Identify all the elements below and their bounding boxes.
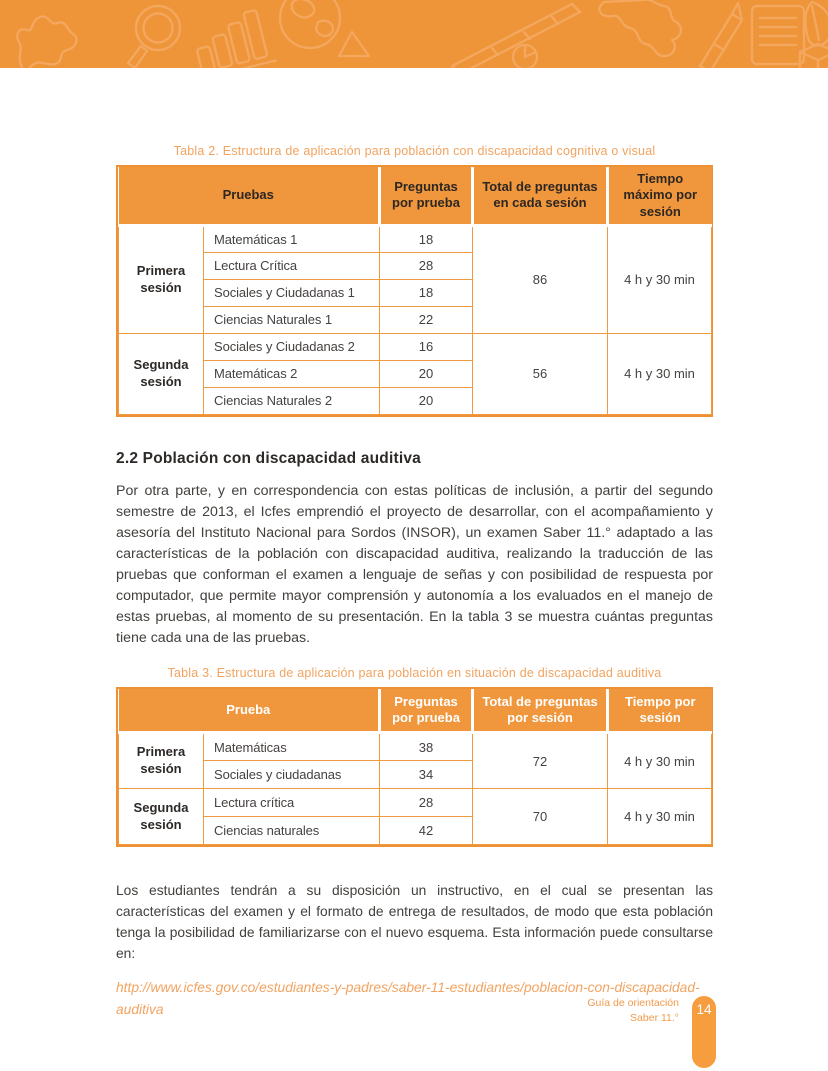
footer-line-2: Saber 11.°: [630, 1011, 679, 1024]
session-time: 4 h y 30 min: [608, 225, 712, 333]
table2-header-tiempo: Tiempo máximo por sesión: [608, 167, 712, 225]
session-label: Primera sesión: [119, 733, 204, 789]
prueba-name: Ciencias Naturales 2: [204, 387, 380, 414]
prueba-name: Lectura crítica: [204, 789, 380, 817]
bar-chart-icon: [185, 8, 276, 68]
table2: [116, 165, 713, 417]
ruler-icon: [452, 4, 580, 68]
prueba-questions: 18: [380, 279, 473, 306]
table-row: [119, 333, 712, 360]
external-link[interactable]: http://www.icfes.gov.co/estudiantes-y-padres/saber-11-estudiantes/poblacion-con-discapacidad-auditiva: [116, 980, 700, 1018]
prueba-name: Ciencias naturales: [204, 817, 380, 845]
table2-header-row: [119, 167, 712, 225]
table2-caption: Tabla 2. Estructura de aplicación para población con discapacidad cognitiva o visual: [173, 144, 656, 158]
prueba-name: Sociales y Ciudadanas 1: [204, 279, 380, 306]
prueba-questions: 38: [380, 733, 473, 761]
footer-label: [587, 996, 679, 1025]
triangle-icon: [339, 32, 369, 56]
globe-icon: [280, 0, 340, 48]
prueba-name: Matemáticas 2: [204, 360, 380, 387]
session-label: Segunda sesión: [119, 333, 204, 414]
table3-header-tiempo: Tiempo por sesión: [608, 689, 712, 733]
table-row: [119, 225, 712, 252]
map-icon: [17, 17, 76, 67]
document-icon: [752, 6, 804, 64]
header-band: [0, 0, 828, 68]
prueba-name: Ciencias Naturales 1: [204, 306, 380, 333]
table3: [116, 687, 713, 848]
prueba-questions: 22: [380, 306, 473, 333]
session-total: 72: [473, 733, 608, 789]
session-total: 86: [473, 225, 608, 333]
prueba-name: Sociales y Ciudadanas 2: [204, 333, 380, 360]
table3-header-prueba: Prueba: [119, 689, 380, 733]
prueba-questions: 34: [380, 761, 473, 789]
pie-chart-icon: [513, 45, 537, 68]
table2-header-pruebas: Pruebas: [119, 167, 380, 225]
prueba-name: Sociales y ciudadanas: [204, 761, 380, 789]
magnifier-icon: [128, 6, 180, 68]
section-paragraph: Los estudiantes tendrán a su disposición un instructivo, en el cual se presentan las características del examen y el formato de entrega de resultados, de modo que esta población tenga la posibilidad de familiarizarse con el nuevo esquema. Esta información puede consultarse en:: [116, 883, 713, 962]
session-time: 4 h y 30 min: [608, 333, 712, 414]
table-row: [119, 733, 712, 761]
prueba-questions: 20: [380, 360, 473, 387]
section-heading: 2.2 Población con discapacidad auditiva: [116, 449, 421, 467]
page-number: 14: [696, 1002, 712, 1017]
prueba-questions: 28: [380, 252, 473, 279]
session-total: 56: [473, 333, 608, 414]
table3-caption: Tabla 3. Estructura de aplicación para población en situación de discapacidad auditiva: [167, 665, 662, 680]
page-number-tab: [692, 996, 716, 1068]
session-label: Segunda sesión: [119, 789, 204, 845]
prueba-name: Matemáticas 1: [204, 225, 380, 252]
session-time: 4 h y 30 min: [608, 733, 712, 789]
table3-header-total: Total de preguntas por sesión: [473, 689, 608, 733]
header-doodles: [0, 0, 828, 68]
prueba-questions: 42: [380, 817, 473, 845]
leaf-icon: [805, 2, 828, 45]
prueba-questions: 16: [380, 333, 473, 360]
section-paragraph: Por otra parte, y en correspondencia con estas políticas de inclusión, a partir del segundo semestre de 2013, el Icfes emprendió el proyecto de desarrollar, con el acompañamiento y asesoría del Instituto Nacional para Sordos (INSOR), un examen Saber 11.° adaptado a las características de la población con discapacidad auditiva, realizando la traducción de las pruebas que conforman el examen a lenguaje de señas y con posibilidad de respuesta por computador, que permite mayor comprensión y autonomía a los evaluados en el manejo de estas pruebas, al momento de su presentación. En la tabla 3 se muestra cuántas preguntas tiene cada una de las pruebas.: [116, 482, 713, 646]
session-time: 4 h y 30 min: [608, 789, 712, 845]
prueba-questions: 28: [380, 789, 473, 817]
pencil-icon: [700, 3, 742, 68]
prueba-questions: 20: [380, 387, 473, 414]
table2-header-preguntas: Preguntas por prueba: [380, 167, 473, 225]
prueba-name: Matemáticas: [204, 733, 380, 761]
table3-header-preguntas: Preguntas por prueba: [380, 689, 473, 733]
page-content: [116, 68, 713, 1021]
session-label: Primera sesión: [119, 225, 204, 333]
prueba-name: Lectura Crítica: [204, 252, 380, 279]
table-row: [119, 789, 712, 817]
landmass-icon: [599, 0, 681, 56]
table3-header-row: [119, 689, 712, 733]
table2-header-total: Total de preguntas en cada sesión: [473, 167, 608, 225]
prueba-questions: 18: [380, 225, 473, 252]
footer-line-1: Guía de orientación: [587, 997, 679, 1009]
session-total: 70: [473, 789, 608, 845]
